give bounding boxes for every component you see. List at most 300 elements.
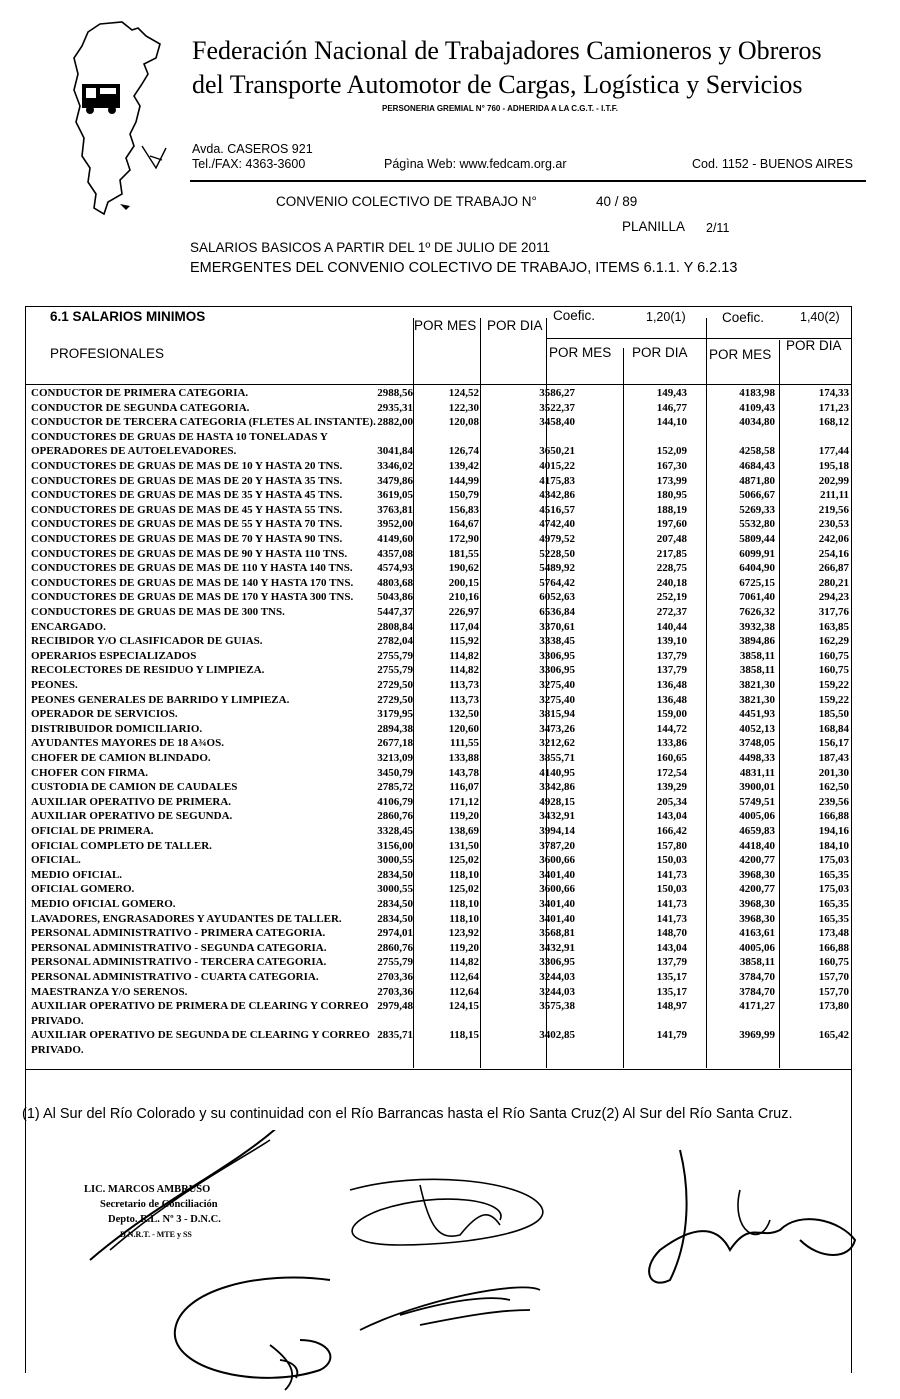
row-value: 114,82 bbox=[449, 664, 479, 677]
row-value: 317,76 bbox=[818, 606, 849, 618]
row-label: PRIVADO. bbox=[31, 1044, 84, 1056]
row-value: 118,10 bbox=[449, 868, 479, 881]
row-value: 171,23 bbox=[818, 401, 849, 414]
row-value: 4052,13 bbox=[739, 722, 775, 735]
row-label: AYUDANTES MAYORES DE 18 A¾OS. bbox=[31, 737, 224, 750]
table-row bbox=[25, 577, 853, 592]
row-value: 143,04 bbox=[656, 941, 687, 954]
salary-heading: SALARIOS BASICOS A PARTIR DEL 1º DE JULIO DE 2011 bbox=[190, 240, 551, 255]
row-value: 4171,27 bbox=[739, 1000, 775, 1013]
row-value: 3858,11 bbox=[739, 956, 775, 969]
row-value: 242,06 bbox=[818, 533, 849, 545]
table-row bbox=[25, 504, 853, 519]
table-row bbox=[25, 898, 853, 913]
row-value: 6725,15 bbox=[739, 576, 775, 589]
row-value: 133,86 bbox=[656, 737, 687, 750]
row-value: 280,21 bbox=[818, 576, 849, 589]
row-value: 3568,81 bbox=[539, 927, 575, 940]
row-value: 111,55 bbox=[449, 737, 479, 750]
row-value: 152,09 bbox=[656, 445, 687, 458]
row-value: 2988,56 bbox=[377, 387, 413, 399]
table-row bbox=[25, 708, 853, 723]
table-row bbox=[25, 883, 853, 898]
row-value: 4498,33 bbox=[739, 752, 775, 764]
letterhead-divider bbox=[190, 180, 866, 182]
row-value: 139,42 bbox=[448, 460, 479, 472]
row-value: 114,82 bbox=[449, 649, 479, 662]
row-value: 3306,95 bbox=[539, 649, 575, 662]
row-value: 124,15 bbox=[448, 1000, 479, 1013]
table-row bbox=[25, 737, 853, 752]
row-value: 3994,14 bbox=[539, 825, 575, 837]
row-value: 3821,30 bbox=[739, 693, 775, 706]
row-value: 137,79 bbox=[656, 956, 687, 969]
table-row bbox=[25, 752, 853, 767]
row-label: CONDUCTORES DE GRUAS DE MAS DE 10 Y HASTA 20 TNS. bbox=[31, 460, 343, 472]
row-value: 3855,71 bbox=[539, 752, 575, 764]
row-value: 4140,95 bbox=[539, 766, 575, 779]
row-value: 159,22 bbox=[818, 679, 849, 691]
row-value: 2834,50 bbox=[377, 868, 413, 881]
row-value: 2703,36 bbox=[377, 971, 413, 983]
row-value: 5749,51 bbox=[739, 795, 775, 808]
table-row bbox=[25, 942, 853, 957]
row-value: 230,53 bbox=[818, 518, 849, 531]
row-value: 139,29 bbox=[656, 781, 687, 794]
row-label: CONDUCTORES DE GRUAS DE MAS DE 45 Y HASTA 55 TNS. bbox=[31, 503, 343, 516]
row-value: 167,30 bbox=[656, 460, 687, 472]
row-value: 160,75 bbox=[818, 956, 849, 969]
row-label: PEONES. bbox=[31, 679, 78, 691]
website: Págìna Web: www.fedcam.org.ar bbox=[384, 157, 567, 171]
row-value: 180,95 bbox=[656, 489, 687, 502]
row-value: 3784,70 bbox=[739, 971, 775, 983]
row-value: 157,80 bbox=[656, 839, 687, 852]
section-title: 6.1 SALARIOS MINIMOS bbox=[50, 309, 206, 324]
row-value: 118,10 bbox=[449, 898, 479, 910]
row-value: 165,35 bbox=[818, 898, 849, 910]
row-label: OFICIAL COMPLETO DE TALLER. bbox=[31, 839, 212, 852]
row-value: 120,60 bbox=[448, 722, 479, 735]
row-label: AUXILIAR OPERATIVO DE SEGUNDA. bbox=[31, 810, 233, 823]
row-value: 2834,50 bbox=[377, 912, 413, 925]
table-row bbox=[25, 650, 853, 665]
coef1-label: Coefic. bbox=[553, 308, 596, 323]
row-value: 3401,40 bbox=[539, 912, 575, 925]
row-value: 3932,38 bbox=[739, 620, 775, 633]
planilla-number: 2/11 bbox=[706, 221, 730, 235]
row-label: PERSONAL ADMINISTRATIVO - PRIMERA CATEGORIA. bbox=[31, 927, 326, 940]
convenio-number: 40 / 89 bbox=[596, 194, 638, 209]
row-value: 4200,77 bbox=[739, 854, 775, 867]
row-value: 226,97 bbox=[448, 606, 479, 618]
row-value: 126,74 bbox=[448, 445, 479, 458]
row-value: 5532,80 bbox=[739, 518, 775, 531]
row-label: CONDUCTORES DE GRUAS DE MAS DE 20 Y HASTA 35 TNS. bbox=[31, 474, 343, 487]
table-row bbox=[25, 489, 853, 504]
row-value: 132,50 bbox=[448, 708, 479, 721]
row-value: 144,99 bbox=[448, 474, 479, 487]
row-value: 2729,50 bbox=[377, 679, 413, 691]
row-value: 2677,18 bbox=[377, 737, 413, 750]
row-value: 140,44 bbox=[656, 620, 687, 633]
row-value: 119,20 bbox=[449, 810, 479, 823]
row-value: 3787,20 bbox=[539, 839, 575, 852]
row-value: 6404,90 bbox=[739, 562, 775, 575]
row-value: 4109,43 bbox=[739, 401, 775, 414]
row-value: 118,10 bbox=[449, 912, 479, 925]
row-value: 168,12 bbox=[818, 416, 849, 429]
row-value: 195,18 bbox=[818, 460, 849, 472]
row-label: CONDUCTOR DE PRIMERA CATEGORIA. bbox=[31, 387, 249, 399]
row-value: 4034,80 bbox=[739, 416, 775, 429]
row-label: CHOFER DE CAMION BLINDADO. bbox=[31, 752, 211, 764]
stamp-line2: Secretario de Conciliación bbox=[100, 1199, 218, 1210]
table-header-rule bbox=[25, 384, 851, 385]
row-value: 5489,92 bbox=[539, 562, 575, 575]
row-value: 3402,85 bbox=[539, 1029, 575, 1042]
row-value: 211,11 bbox=[819, 489, 849, 502]
coef2-value: 1,40(2) bbox=[800, 310, 840, 324]
row-value: 4803,68 bbox=[377, 576, 413, 589]
row-value: 165,42 bbox=[818, 1029, 849, 1042]
row-value: 3041,84 bbox=[377, 445, 413, 458]
coef1-value: 1,20(1) bbox=[646, 310, 686, 324]
row-value: 122,30 bbox=[448, 401, 479, 414]
table-row bbox=[25, 635, 853, 650]
row-value: 115,92 bbox=[449, 635, 479, 648]
row-value: 4516,57 bbox=[539, 503, 575, 516]
table-row bbox=[25, 1029, 853, 1044]
row-value: 4005,06 bbox=[739, 941, 775, 954]
row-label: OFICIAL DE PRIMERA. bbox=[31, 825, 154, 837]
row-value: 2785,72 bbox=[377, 781, 413, 794]
table-row bbox=[25, 927, 853, 942]
table-row bbox=[25, 694, 853, 709]
row-value: 266,87 bbox=[818, 562, 849, 575]
row-value: 3338,45 bbox=[539, 635, 575, 648]
row-label: OPERADOR DE SERVICIOS. bbox=[31, 708, 178, 721]
row-value: 187,43 bbox=[818, 752, 849, 764]
row-label: CONDUCTOR DE SEGUNDA CATEGORIA. bbox=[31, 401, 250, 414]
row-value: 138,69 bbox=[448, 825, 479, 837]
row-value: 159,00 bbox=[656, 708, 687, 721]
row-label: PEONES GENERALES DE BARRIDO Y LIMPIEZA. bbox=[31, 693, 290, 706]
row-label: AUXILIAR OPERATIVO DE PRIMERA DE CLEARING Y CORREO bbox=[31, 1000, 369, 1013]
items-heading: EMERGENTES DEL CONVENIO COLECTIVO DE TRABAJO, ITEMS 6.1.1. Y 6.2.13 bbox=[190, 260, 738, 276]
row-value: 6536,84 bbox=[539, 606, 575, 618]
row-value: 150,03 bbox=[656, 883, 687, 896]
row-value: 4015,22 bbox=[539, 460, 575, 472]
row-label: CONDUCTORES DE GRUAS DE MAS DE 110 Y HASTA 140 TNS. bbox=[31, 562, 353, 575]
row-value: 148,70 bbox=[656, 927, 687, 940]
row-value: 143,78 bbox=[448, 766, 479, 779]
row-value: 190,62 bbox=[448, 562, 479, 575]
row-value: 4342,86 bbox=[539, 489, 575, 502]
table-row bbox=[25, 810, 853, 825]
row-value: 171,12 bbox=[448, 795, 479, 808]
row-value: 3432,91 bbox=[539, 810, 575, 823]
row-value: 2729,50 bbox=[377, 693, 413, 706]
row-label: PRIVADO. bbox=[31, 1014, 84, 1027]
row-label: ENCARGADO. bbox=[31, 620, 106, 633]
row-value: 4574,93 bbox=[377, 562, 413, 575]
row-value: 3858,11 bbox=[739, 664, 775, 677]
table-row bbox=[25, 621, 853, 636]
address: Avda. CASEROS 921 bbox=[192, 142, 313, 156]
table-row bbox=[25, 796, 853, 811]
row-label: LAVADORES, ENGRASADORES Y AYUDANTES DE TALLER. bbox=[31, 912, 342, 925]
row-value: 2979,48 bbox=[377, 1000, 413, 1013]
row-value: 194,16 bbox=[818, 825, 849, 837]
row-value: 3952,00 bbox=[377, 518, 413, 531]
row-value: 3244,03 bbox=[539, 971, 575, 983]
phone: Tel./FAX: 4363-3600 bbox=[192, 157, 306, 171]
table-row bbox=[25, 986, 853, 1001]
row-value: 174,33 bbox=[818, 387, 849, 399]
row-label: CHOFER CON FIRMA. bbox=[31, 766, 149, 779]
profesionales-header: PROFESIONALES bbox=[50, 346, 165, 361]
row-value: 172,90 bbox=[448, 533, 479, 545]
row-value: 3858,11 bbox=[739, 649, 775, 662]
row-value: 146,77 bbox=[656, 401, 687, 414]
row-label: MEDIO OFICIAL GOMERO. bbox=[31, 898, 176, 910]
row-value: 164,67 bbox=[448, 518, 479, 531]
row-label: CONDUCTORES DE GRUAS DE MAS DE 70 Y HASTA 90 TNS. bbox=[31, 533, 343, 545]
row-value: 4684,43 bbox=[739, 460, 775, 472]
row-value: 3432,91 bbox=[539, 941, 575, 954]
row-label: OFICIAL. bbox=[31, 854, 81, 867]
row-value: 135,17 bbox=[656, 971, 687, 983]
row-value: 3815,94 bbox=[539, 708, 575, 721]
row-value: 2835,71 bbox=[377, 1029, 413, 1042]
table-row bbox=[25, 840, 853, 855]
row-value: 112,64 bbox=[449, 985, 479, 998]
row-value: 165,35 bbox=[818, 868, 849, 881]
row-value: 3213,09 bbox=[377, 752, 413, 764]
org-line3: PERSONERIA GREMIAL N° 760 - ADHERIDA A LA C.G.T. - I.T.F. bbox=[382, 104, 618, 113]
row-value: 5447,37 bbox=[377, 606, 413, 618]
row-value: 4871,80 bbox=[739, 474, 775, 487]
sub-por-dia-2: POR DIA bbox=[786, 338, 842, 353]
table-row bbox=[25, 869, 853, 884]
sub-por-mes-1: POR MES bbox=[549, 345, 612, 360]
row-value: 3900,01 bbox=[739, 781, 775, 794]
row-value: 166,42 bbox=[656, 825, 687, 837]
row-value: 114,82 bbox=[449, 956, 479, 969]
row-value: 172,54 bbox=[656, 766, 687, 779]
row-value: 4106,79 bbox=[377, 795, 413, 808]
row-value: 162,50 bbox=[818, 781, 849, 794]
por-mes-header: POR MES bbox=[414, 318, 477, 333]
table-row bbox=[25, 548, 853, 563]
table-row bbox=[25, 387, 853, 402]
row-value: 139,10 bbox=[656, 635, 687, 648]
row-value: 2782,04 bbox=[377, 635, 413, 648]
row-value: 123,92 bbox=[448, 927, 479, 940]
row-value: 4742,40 bbox=[539, 518, 575, 531]
row-label: OPERARIOS ESPECIALIZADOS bbox=[31, 649, 197, 662]
row-value: 272,37 bbox=[656, 606, 687, 618]
footnote: (1) Al Sur del Río Colorado y su continuidad con el Río Barrancas hasta el Río Santa Cruz(2) Al Sur del Río Santa Cruz. bbox=[22, 1106, 793, 1122]
row-value: 173,48 bbox=[818, 927, 849, 940]
argentina-map-logo bbox=[60, 18, 180, 218]
row-value: 5066,67 bbox=[739, 489, 775, 502]
row-value: 3600,66 bbox=[539, 883, 575, 896]
row-value: 116,07 bbox=[449, 781, 479, 794]
row-value: 3346,02 bbox=[377, 460, 413, 472]
stamp-line1: LIC. MARCOS AMBRUSO bbox=[84, 1184, 211, 1195]
row-value: 3000,55 bbox=[377, 854, 413, 867]
row-value: 3473,26 bbox=[539, 722, 575, 735]
row-value: 175,03 bbox=[818, 883, 849, 896]
table-row bbox=[25, 460, 853, 475]
row-value: 3968,30 bbox=[739, 868, 775, 881]
row-value: 3179,95 bbox=[377, 708, 413, 721]
row-value: 166,88 bbox=[818, 810, 849, 823]
row-value: 2755,79 bbox=[377, 664, 413, 677]
row-value: 124,52 bbox=[448, 387, 479, 399]
row-value: 2860,76 bbox=[377, 941, 413, 954]
row-value: 3370,61 bbox=[539, 620, 575, 633]
row-value: 3586,27 bbox=[539, 387, 575, 399]
org-line2: del Transporte Automotor de Cargas, Logística y Servicios bbox=[192, 70, 803, 99]
row-value: 157,70 bbox=[818, 971, 849, 983]
row-value: 168,84 bbox=[818, 722, 849, 735]
row-value: 3600,66 bbox=[539, 854, 575, 867]
row-value: 4175,83 bbox=[539, 474, 575, 487]
row-value: 4831,11 bbox=[739, 766, 775, 779]
row-label: AUXILIAR OPERATIVO DE PRIMERA. bbox=[31, 795, 232, 808]
row-value: 112,64 bbox=[449, 971, 479, 983]
row-value: 137,79 bbox=[656, 664, 687, 677]
row-label: CONDUCTORES DE GRUAS DE MAS DE 90 Y HASTA 110 TNS. bbox=[31, 547, 348, 560]
row-value: 3748,05 bbox=[739, 737, 775, 750]
table-row bbox=[25, 956, 853, 971]
row-value: 160,75 bbox=[818, 649, 849, 662]
table-row bbox=[25, 767, 853, 782]
table-row bbox=[25, 825, 853, 840]
table-row bbox=[25, 475, 853, 490]
row-value: 202,99 bbox=[818, 474, 849, 487]
row-value: 156,17 bbox=[818, 737, 849, 750]
row-value: 3275,40 bbox=[539, 679, 575, 691]
row-value: 4979,52 bbox=[539, 533, 575, 545]
row-value: 3212,62 bbox=[539, 737, 575, 750]
row-value: 150,03 bbox=[656, 854, 687, 867]
sub-por-dia-1: POR DIA bbox=[632, 345, 688, 360]
row-value: 141,73 bbox=[656, 868, 687, 881]
row-value: 141,79 bbox=[656, 1029, 687, 1042]
table-row bbox=[25, 971, 853, 986]
row-value: 2882,00 bbox=[377, 416, 413, 429]
row-value: 2808,84 bbox=[377, 620, 413, 633]
row-value: 4005,06 bbox=[739, 810, 775, 823]
table-row bbox=[25, 913, 853, 928]
table-row bbox=[25, 1015, 853, 1030]
row-value: 173,80 bbox=[818, 1000, 849, 1013]
table-row bbox=[25, 679, 853, 694]
row-value: 2974,01 bbox=[377, 927, 413, 940]
row-value: 240,18 bbox=[656, 576, 687, 589]
row-value: 3968,30 bbox=[739, 912, 775, 925]
row-value: 185,50 bbox=[818, 708, 849, 721]
org-line1: Federación Nacional de Trabajadores Camioneros y Obreros bbox=[192, 36, 822, 65]
row-value: 3450,79 bbox=[377, 766, 413, 779]
table-row bbox=[25, 402, 853, 417]
row-label: CONDUCTORES DE GRUAS DE MAS DE 35 Y HASTA 45 TNS. bbox=[31, 489, 343, 502]
row-value: 3650,21 bbox=[539, 445, 575, 458]
row-label: RECOLECTORES DE RESIDUO Y LIMPIEZA. bbox=[31, 664, 265, 677]
row-value: 133,88 bbox=[448, 752, 479, 764]
table-bottom-rule bbox=[25, 1069, 851, 1070]
table-row bbox=[25, 416, 853, 431]
row-value: 205,34 bbox=[656, 795, 687, 808]
sub-por-mes-2: POR MES bbox=[709, 347, 772, 362]
row-value: 131,50 bbox=[448, 839, 479, 852]
row-value: 254,16 bbox=[818, 547, 849, 560]
row-value: 5269,33 bbox=[739, 503, 775, 516]
row-value: 3401,40 bbox=[539, 868, 575, 881]
row-value: 3306,95 bbox=[539, 664, 575, 677]
row-value: 118,15 bbox=[449, 1029, 479, 1042]
row-value: 217,85 bbox=[656, 547, 687, 560]
row-value: 3894,86 bbox=[739, 635, 775, 648]
row-value: 7626,32 bbox=[739, 606, 775, 618]
row-value: 6052,63 bbox=[539, 591, 575, 604]
row-value: 125,02 bbox=[448, 854, 479, 867]
row-value: 5043,86 bbox=[377, 591, 413, 604]
table-row bbox=[25, 781, 853, 796]
row-value: 3401,40 bbox=[539, 898, 575, 910]
row-value: 113,73 bbox=[449, 679, 479, 691]
row-value: 177,44 bbox=[818, 445, 849, 458]
row-label: CONDUCTOR DE TERCERA CATEGORIA (FLETES AL INSTANTE). bbox=[31, 416, 376, 429]
row-value: 175,03 bbox=[818, 854, 849, 867]
row-value: 137,79 bbox=[656, 649, 687, 662]
row-value: 141,73 bbox=[656, 898, 687, 910]
row-value: 166,88 bbox=[818, 941, 849, 954]
planilla-label: PLANILLA bbox=[622, 219, 686, 234]
row-value: 5764,42 bbox=[539, 576, 575, 589]
row-label: MAESTRANZA Y/O SERENOS. bbox=[31, 985, 188, 998]
row-value: 3968,30 bbox=[739, 898, 775, 910]
row-value: 3522,37 bbox=[539, 401, 575, 414]
row-value: 160,65 bbox=[656, 752, 687, 764]
row-value: 4451,93 bbox=[739, 708, 775, 721]
row-value: 4149,60 bbox=[377, 533, 413, 545]
row-value: 3784,70 bbox=[739, 985, 775, 998]
row-value: 228,75 bbox=[656, 562, 687, 575]
table-row bbox=[25, 591, 853, 606]
row-value: 156,83 bbox=[448, 503, 479, 516]
row-value: 3244,03 bbox=[539, 985, 575, 998]
row-value: 2755,79 bbox=[377, 956, 413, 969]
row-value: 252,19 bbox=[656, 591, 687, 604]
convenio-label: CONVENIO COLECTIVO DE TRABAJO N° bbox=[276, 194, 537, 209]
table-row bbox=[25, 606, 853, 621]
row-value: 3000,55 bbox=[377, 883, 413, 896]
row-label: AUXILIAR OPERATIVO DE SEGUNDA DE CLEARING Y CORREO bbox=[31, 1029, 370, 1042]
row-value: 6099,91 bbox=[739, 547, 775, 560]
row-value: 207,48 bbox=[656, 533, 687, 545]
row-label: CONDUCTORES DE GRUAS DE MAS DE 300 TNS. bbox=[31, 606, 285, 618]
row-value: 181,55 bbox=[448, 547, 479, 560]
row-value: 148,97 bbox=[656, 1000, 687, 1013]
row-value: 5228,50 bbox=[539, 547, 575, 560]
row-value: 2834,50 bbox=[377, 898, 413, 910]
row-value: 3969,99 bbox=[739, 1029, 775, 1042]
